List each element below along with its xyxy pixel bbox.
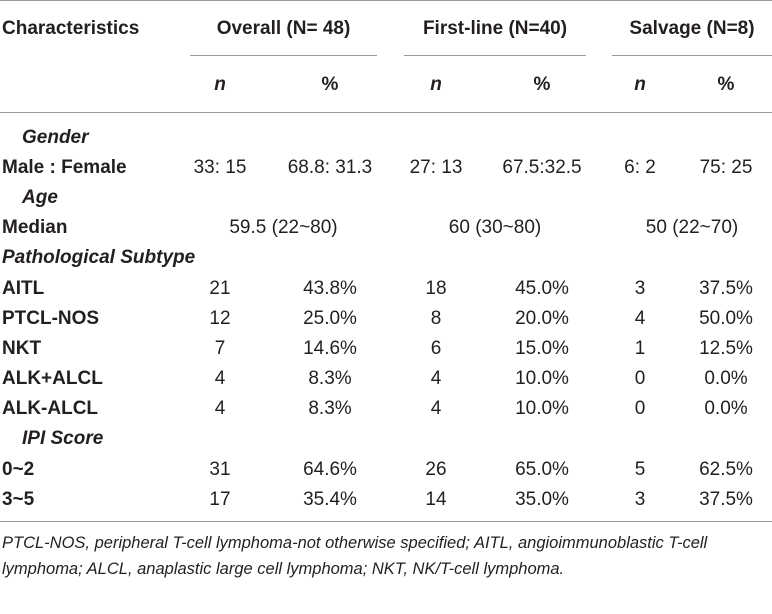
cell-value: 14.6% [303, 338, 357, 359]
header-firstline-n: n [430, 74, 442, 95]
cell-value: 37.5% [699, 489, 753, 510]
header-overall: Overall (N= 48) [216, 18, 351, 39]
cell-value: 4 [214, 398, 226, 419]
cell-value: 35.4% [303, 489, 357, 510]
cell-value: 4 [634, 308, 646, 329]
cell-value: 65.0% [515, 459, 569, 480]
header-firstline-pct: % [533, 74, 551, 95]
table-footnote: PTCL-NOS, peripheral T-cell lymphoma-not otherwise specified; AITL, angioimmunoblastic T-cell lymphoma; ALCL, anaplastic large cell lymphoma; NKT, NK/T-cell lymphoma. [2, 534, 708, 578]
cell-value: 37.5% [699, 278, 753, 299]
row-label: NKT [2, 338, 42, 359]
top-rule [0, 0, 772, 1]
cell-value: 4 [430, 368, 442, 389]
salvage-header-rule [612, 55, 772, 56]
row-label: Male : Female [2, 157, 127, 178]
section-age: Age [22, 187, 58, 208]
section-ipi: IPI Score [22, 428, 104, 449]
cell-value: 15.0% [515, 338, 569, 359]
cell-value: 67.5:32.5 [502, 157, 582, 178]
cell-value: 33: 15 [193, 157, 247, 178]
cell-value: 0 [634, 368, 646, 389]
cell-value: 14 [425, 489, 447, 510]
row-label: ALK-ALCL [2, 398, 99, 419]
cell-value: 62.5% [699, 459, 753, 480]
cell-value: 0 [634, 398, 646, 419]
row-label: ALK+ALCL [2, 368, 103, 389]
cell-value: 0.0% [704, 398, 748, 419]
cell-value: 60 (30~80) [448, 217, 542, 238]
cell-value: 31 [209, 459, 231, 480]
header-firstline: First-line (N=40) [422, 18, 568, 39]
cell-value: 26 [425, 459, 447, 480]
cell-value: 25.0% [303, 308, 357, 329]
cell-value: 64.6% [303, 459, 357, 480]
cell-value: 4 [214, 368, 226, 389]
cell-value: 6 [430, 338, 442, 359]
cell-value: 4 [430, 398, 442, 419]
cell-value: 10.0% [515, 368, 569, 389]
header-salvage-n: n [634, 74, 646, 95]
cell-value: 8.3% [308, 368, 352, 389]
row-label: 3~5 [2, 489, 35, 510]
cell-value: 59.5 (22~80) [229, 217, 338, 238]
cell-value: 8 [430, 308, 442, 329]
cell-value: 12.5% [699, 338, 753, 359]
cell-value: 3 [634, 489, 646, 510]
cell-value: 50 (22~70) [645, 217, 739, 238]
section-gender: Gender [22, 127, 89, 148]
row-label: Median [2, 217, 68, 238]
cell-value: 75: 25 [699, 157, 753, 178]
section-subtype: Pathological Subtype [2, 247, 196, 268]
cell-value: 27: 13 [409, 157, 463, 178]
header-bottom-rule [0, 112, 772, 113]
cell-value: 6: 2 [624, 157, 656, 178]
cell-value: 35.0% [515, 489, 569, 510]
cell-value: 43.8% [303, 278, 357, 299]
cell-value: 1 [634, 338, 646, 359]
cell-value: 18 [425, 278, 447, 299]
row-label: AITL [2, 278, 45, 299]
cell-value: 5 [634, 459, 646, 480]
header-salvage: Salvage (N=8) [629, 18, 755, 39]
cell-value: 68.8: 31.3 [287, 157, 373, 178]
cell-value: 0.0% [704, 368, 748, 389]
cell-value: 50.0% [699, 308, 753, 329]
row-label: PTCL-NOS [2, 308, 100, 329]
firstline-header-rule [404, 55, 586, 56]
bottom-rule [0, 521, 772, 522]
cell-value: 21 [209, 278, 231, 299]
row-label: 0~2 [2, 459, 35, 480]
cell-value: 10.0% [515, 398, 569, 419]
cell-value: 7 [214, 338, 226, 359]
header-salvage-pct: % [717, 74, 735, 95]
cell-value: 8.3% [308, 398, 352, 419]
cell-value: 20.0% [515, 308, 569, 329]
header-overall-pct: % [321, 74, 339, 95]
cell-value: 12 [209, 308, 231, 329]
header-overall-n: n [214, 74, 226, 95]
cell-value: 3 [634, 278, 646, 299]
header-characteristics: Characteristics [2, 18, 140, 39]
overall-header-rule [190, 55, 377, 56]
cell-value: 45.0% [515, 278, 569, 299]
cell-value: 17 [209, 489, 231, 510]
